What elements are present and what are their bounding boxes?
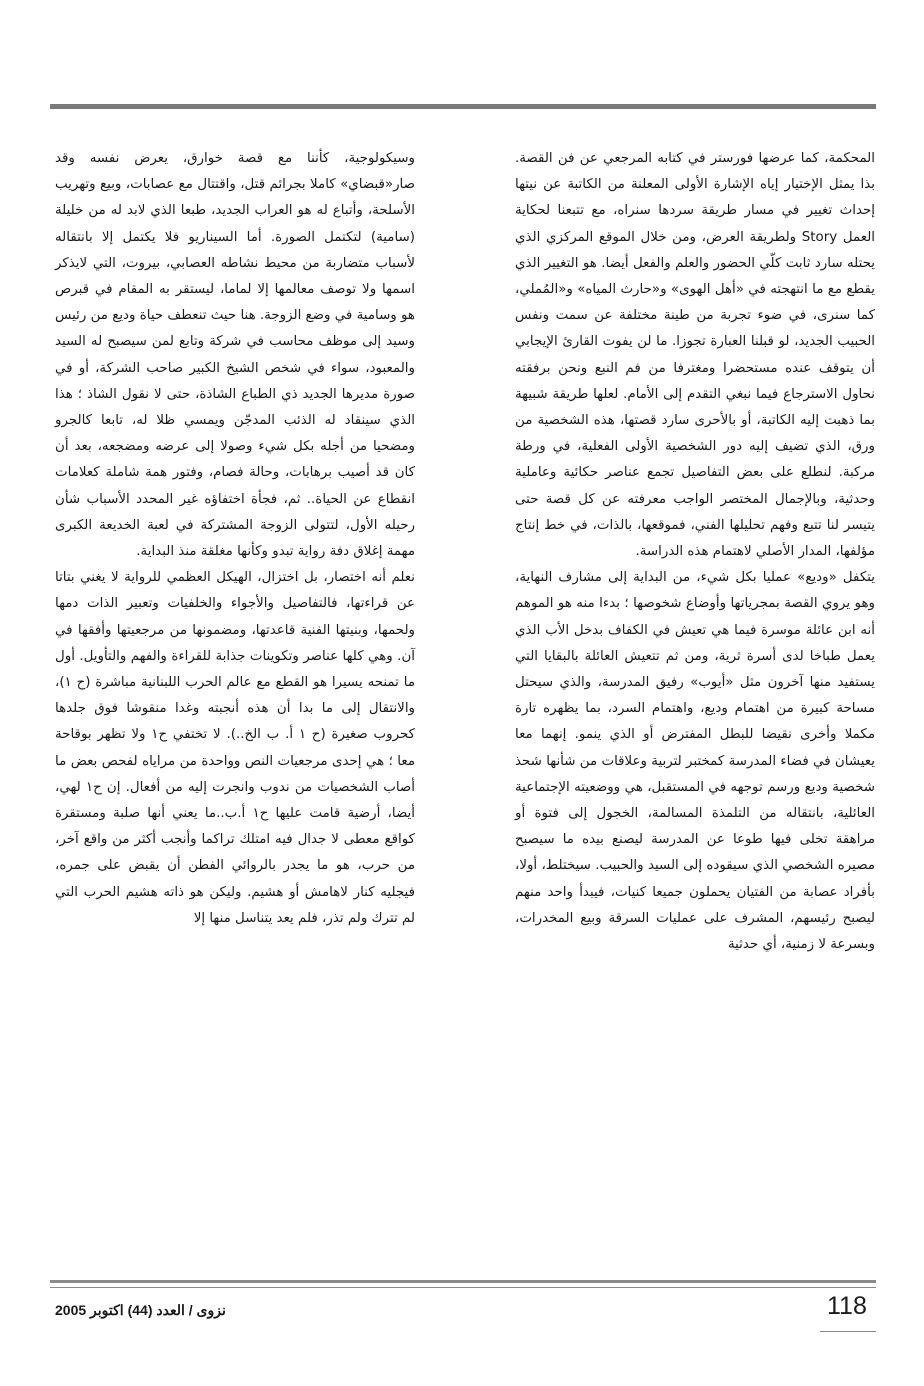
paragraph: وسيكولوجية، كأننا مع قصة خوارق، يعرض نفسه وقد صار«قبضاي» كاملا بجرائم قتل، واقتتال مع عصابات، وبيع وتهريب الأسلحة، وأتباع له هو العراب الجديد، طبعا الذي لابد له من خليلة (سامية) لتكتمل الصورة. أما السيناريو فلا يكتمل إلا بانتقاله لأسباب متضاربة من محيط نشاطه العصابي، بيروت، التي لايذكر اسمها ولا توصف معالمها إلا لماما، ليستقر به المقام في قبرص هو وسامية في وضع الزوجة. هنا حيث تنعطف حياة وديع من رئيس وسيد إلى موظف محاسب في شركة وتابع لمن سيصبح له السيد والمعبود، سواء في شخص الشيخ الكبير صاحب الشركة، أو في صورة مديرها الجديد ذي الطباع الشاذة، حتى لا نقول الشاذ ؛ هذا الذي سينقاد له الذئب المدجّن ويمسي ظلا له، تابعا كالجرو ومضحيا من أجله بكل شيء وصولا إلى عرضه ومضجعه، بعد أن كان قد أصيب برهابات، وحالة فصام، وفتور همة شاملة كعلامات انقطاع عن الحياة.. ثم، فجأة اختفاؤه غير المحدد الأسباب شأن رحيله الأول، لتتولى الزوجة المشتركة في لعبة الخديعة الكبرى مهمة إغلاق دفة رواية تبدو وكأنها مغلقة منذ البداية. (55, 151, 415, 560)
bottom-rule-thin (50, 1287, 876, 1288)
top-rule (50, 104, 876, 109)
bottom-rule (50, 1280, 876, 1283)
page-number-underline (820, 1331, 876, 1332)
article-column-right (515, 146, 875, 958)
paragraph: المحكمة، كما عرضها فورستر في كتابه المرجعي عن فن القصة. بذا يمثل الإختيار إياه الإشارة الأولى المعلنة من الكاتبة عن نيتها إحداث تغيير في مسار طريقة سردها سنراه، مع تتبعنا لحكاية العمل Story ولطريقة العرض، ومن خلال الموقع المركزي الذي يحتله سارد ثابت كلّي الحضور والعلم والفعل أيضا. هو التغيير الذي يقطع مع ما انتهجته في «أهل الهوى» و«حارث المياه» و«المُملي، كما سنرى، في ضوء تجربة من طينة مختلفة عن سمت ونفس الحبيب الجديد، لو قبلنا العبارة تجوزا. ما لن يفوت القارئ الإيجابي أن يتوقف عنده مستحضرا ومغترفا من فم النبع ونحن برفقته نحاول الاسترجاع فيما نبغي التقدم إلى الأمام. لعلها طريقة شبيهة بما ذهبت إليه الكاتبة، أو بالأحرى سارد قصتها، هذه الشخصية من ورق، الذي تضيف إليه دور الشخصية الأولى الفعلية، في ورطة مركبة. لنطلع على بعض التفاصيل تجمع عناصر حكائية وعاملية وحدثية، وبالإجمال المختصر الواجب معرفته عن كل قصة حتى يتيسر لنا تتبع وفهم تحليلها الفني، فموقعها، بالذات، في خط إنتاج مؤلفها، المدار الأصلي لاهتمام هذه الدراسة. (515, 151, 875, 560)
article-column-left (55, 146, 415, 932)
page-number: 118 (827, 1292, 867, 1320)
publication-footer: نزوى / العدد (44) اكتوبر 2005 (55, 1302, 226, 1318)
paragraph: نعلم أنه اختصار، بل اختزال، الهيكل العظمي للرواية لا يغني بتاتا عن قراءتها، فالتفاصيل والأجواء والخلفيات وتعبير الذات دمها ولحمها، وبنيتها الفنية قاعدتها، ومضمونها من مرجعيتها وأفقها في آن. وهي كلها عناصر وتكوينات جذابة للقراءة والفهم والتأويل. أول ما تمنحه يسيرا هو القطع مع عالم الحرب اللبنانية مباشرة (ح ١)، والانتقال إلى ما بدا أن هذه أنجبته وغدا منقوشا فوق جلدها كحروب صغيرة (ح ١ أ. ب الخ..). لا تختفي ح١ ولا تظهر بوقاحة معا ؛ هي إحدى مرجعيات النص وواحدة من مراياه لفحص بعض ما أصاب الشخصيات من ندوب وانجرت إليه من أفعال. إن ح١ لهي، أيضا، أرضية قامت عليها ح١ أ.ب..ما يعني أنها صلبة ومستقرة كواقع معطى لا جدال فيه امتلك تراكما وأنجب أكثر من واقع آخر، من حرب، هو ما يجدر بالروائي الفطن أن يقبض على جمره، فيجليه كنار لاهامش أو هشيم. وليكن هو ذاته هشيم الحرب التي لم تترك ولم تذر، فلم يعد يتناسل منها إلا (55, 570, 415, 926)
paragraph: يتكفل «وديع» عمليا بكل شيء، من البداية إلى مشارف النهاية، وهو يروي القصة بمجرياتها وأوضاع شخوصها ؛ بدءا منه هو الموهم أنه ابن عائلة موسرة فيما هي تعيش في الكفاف بدخل الأب الذي يعمل طباخا لدى أسرة ثرية، ومن ثم تتعيش العائلة بالبقايا التي يستفيد منها آخرون مثل «أيوب» رفيق المدرسة، والذي سيحتل مساحة كبيرة من اهتمام وديع، واهتمام السرد، بما يظهره تارة مكملا وأخرى نقيضا للبطل المفترض أو الذي ينمو. إنهما معا يعيشان في فضاء المدرسة كمختبر لتربية وعلاقات من شأنها شحذ شخصية وديع ورسم توجهه في المستقبل، هي ووضعيته الإجتماعية العائلية، بانتقاله من التلمذة المسالمة، الخجول إلى فتوة أو مراهقة تخلى فيها طوعا عن المدرسة ليصنع بيده ما سيصبح مصيره الشخصي الذي سيقوده إلى السيد والحبيب. سيختلط، أولا، بأفراد عصابة من الفتيان يحملون جميعا كنيات، فيبدأ واحد منهم ليصبح رئيسهم، المشرف على عمليات السرقة وبيع المخدرات، وبسرعة لا زمنية، أي حدثية (515, 570, 875, 953)
